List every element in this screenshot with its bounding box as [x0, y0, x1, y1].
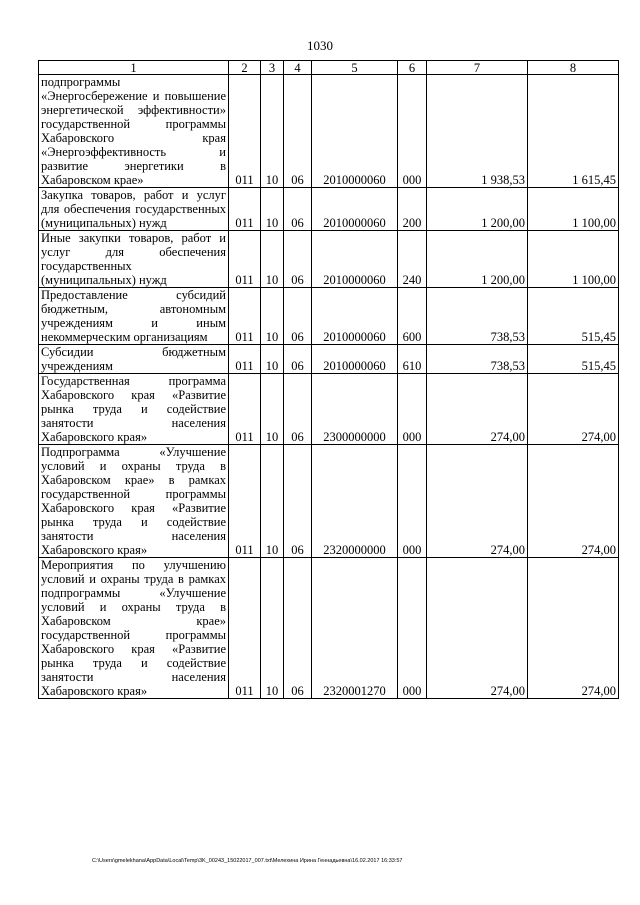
- budget-table: [38, 60, 619, 699]
- header-cell-7: 7: [427, 61, 528, 75]
- cell-subsection: 06: [284, 231, 312, 288]
- cell-target-article: 2010000060: [312, 75, 398, 188]
- header-cell-6: 6: [398, 61, 427, 75]
- table-row: [39, 231, 619, 288]
- row-description: Государственная программа Хабаровского края «Развитие рынка труда и содействие занятости населения Хабаровского края»: [39, 374, 229, 445]
- cell-ministry-code: 011: [229, 75, 261, 188]
- cell-section: 10: [261, 188, 284, 231]
- cell-amount-2: 1 615,45: [528, 75, 619, 188]
- cell-amount-2: 274,00: [528, 445, 619, 558]
- header-cell-3: 3: [261, 61, 284, 75]
- cell-expense-type: 600: [398, 288, 427, 345]
- header-cell-1: 1: [39, 61, 229, 75]
- cell-expense-type: 610: [398, 345, 427, 374]
- row-description: Мероприятия по улучшению условий и охраны труда в рамках подпрограммы «Улучшение условий и охраны труда в Хабаровском крае» государственной программы Хабаровского края «Развитие рынка труда и содействие занятости населения Хабаровского края»: [39, 558, 229, 699]
- cell-amount-2: 274,00: [528, 558, 619, 699]
- row-description: Закупка товаров, работ и услуг для обеспечения государственных (муниципальных) нужд: [39, 188, 229, 231]
- cell-subsection: 06: [284, 374, 312, 445]
- cell-expense-type: 000: [398, 445, 427, 558]
- cell-target-article: 2300000000: [312, 374, 398, 445]
- cell-ministry-code: 011: [229, 231, 261, 288]
- table-row: [39, 558, 619, 699]
- cell-section: 10: [261, 445, 284, 558]
- header-cell-5: 5: [312, 61, 398, 75]
- cell-ministry-code: 011: [229, 445, 261, 558]
- cell-ministry-code: 011: [229, 345, 261, 374]
- cell-amount-1: 274,00: [427, 558, 528, 699]
- cell-amount-1: 1 200,00: [427, 231, 528, 288]
- cell-subsection: 06: [284, 188, 312, 231]
- cell-amount-2: 1 100,00: [528, 231, 619, 288]
- row-description: Подпрограмма «Улучшение условий и охраны труда в Хабаровском крае» в рамках государственной программы Хабаровского края «Развитие рынка труда и содействие занятости населения Хабаровского края»: [39, 445, 229, 558]
- file-path-footer: C:\Users\gmelekhana\AppData\Local\Temp\3K_00243_15022017_007.txt\Мелехина Ирина Геннадьевна\16.02.2017 16:33:57: [92, 858, 403, 864]
- row-description: подпрограммы «Энергосбережение и повышение энергетической эффективности» государственной программы Хабаровского края «Энергоэффективность и развитие энергетики в Хабаровском крае»: [39, 75, 229, 188]
- cell-target-article: 2320000000: [312, 445, 398, 558]
- cell-target-article: 2320001270: [312, 558, 398, 699]
- cell-expense-type: 240: [398, 231, 427, 288]
- cell-section: 10: [261, 345, 284, 374]
- cell-amount-2: 1 100,00: [528, 188, 619, 231]
- cell-target-article: 2010000060: [312, 345, 398, 374]
- cell-ministry-code: 011: [229, 188, 261, 231]
- header-cell-2: 2: [229, 61, 261, 75]
- cell-amount-1: 1 938,53: [427, 75, 528, 188]
- table-row: [39, 288, 619, 345]
- page-number: 1030: [307, 38, 333, 53]
- cell-section: 10: [261, 558, 284, 699]
- cell-amount-1: 274,00: [427, 445, 528, 558]
- cell-subsection: 06: [284, 345, 312, 374]
- header-cell-4: 4: [284, 61, 312, 75]
- cell-ministry-code: 011: [229, 558, 261, 699]
- table-row: [39, 345, 619, 374]
- cell-section: 10: [261, 231, 284, 288]
- cell-amount-2: 515,45: [528, 288, 619, 345]
- cell-subsection: 06: [284, 558, 312, 699]
- cell-amount-1: 1 200,00: [427, 188, 528, 231]
- row-description: Предоставление субсидий бюджетным, автономным учреждениям и иным некоммерческим организациям: [39, 288, 229, 345]
- cell-subsection: 06: [284, 445, 312, 558]
- cell-amount-1: 274,00: [427, 374, 528, 445]
- cell-expense-type: 200: [398, 188, 427, 231]
- cell-amount-2: 515,45: [528, 345, 619, 374]
- cell-target-article: 2010000060: [312, 188, 398, 231]
- cell-amount-1: 738,53: [427, 288, 528, 345]
- row-description: Иные закупки товаров, работ и услуг для обеспечения государственных (муниципальных) нужд: [39, 231, 229, 288]
- header-row: [39, 61, 619, 75]
- table-row: [39, 188, 619, 231]
- cell-section: 10: [261, 288, 284, 345]
- cell-section: 10: [261, 374, 284, 445]
- cell-expense-type: 000: [398, 374, 427, 445]
- row-description: Субсидии бюджетным учреждениям: [39, 345, 229, 374]
- cell-target-article: 2010000060: [312, 288, 398, 345]
- cell-amount-2: 274,00: [528, 374, 619, 445]
- cell-ministry-code: 011: [229, 374, 261, 445]
- cell-subsection: 06: [284, 288, 312, 345]
- header-cell-8: 8: [528, 61, 619, 75]
- cell-ministry-code: 011: [229, 288, 261, 345]
- cell-expense-type: 000: [398, 558, 427, 699]
- table-row: [39, 445, 619, 558]
- cell-target-article: 2010000060: [312, 231, 398, 288]
- table-row: [39, 374, 619, 445]
- cell-subsection: 06: [284, 75, 312, 188]
- cell-amount-1: 738,53: [427, 345, 528, 374]
- cell-section: 10: [261, 75, 284, 188]
- table-row: [39, 75, 619, 188]
- cell-expense-type: 000: [398, 75, 427, 188]
